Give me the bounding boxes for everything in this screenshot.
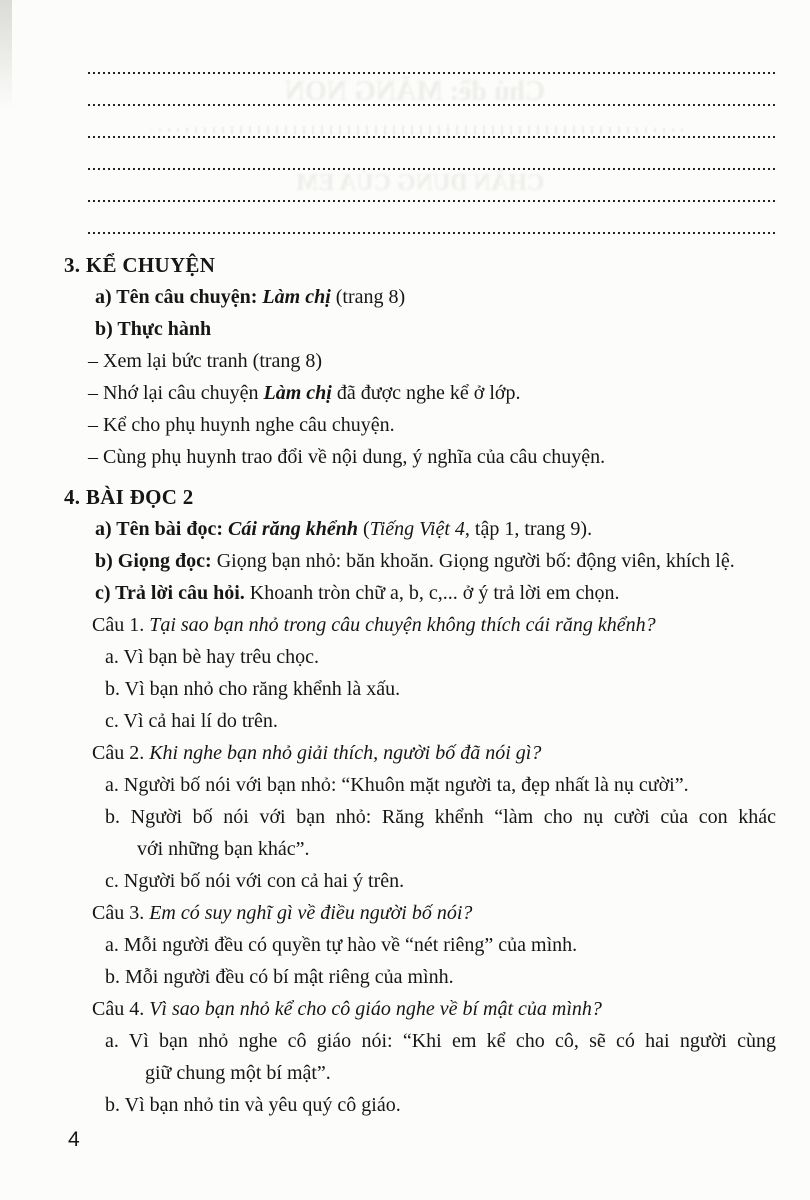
text-segment: Làm chị <box>263 382 332 404</box>
section-heading-bai-doc-2 <box>64 481 776 513</box>
text-segment: (trang 8) <box>330 286 406 308</box>
reading-title-line <box>95 513 776 545</box>
writing-lines <box>88 42 776 234</box>
text-segment: ( <box>358 518 370 540</box>
question-2 <box>92 737 776 769</box>
text-segment: Giọng bạn nhỏ: băn khoăn. Giọng người bố: động viên, khích lệ. <box>216 550 735 572</box>
text-segment: Em có suy nghĩ gì về điều người bố nói? <box>149 902 473 924</box>
text-segment: a. Người bố nói với bạn nhỏ: “Khuôn mặt người ta, đẹp nhất là nụ cười”. <box>105 774 689 796</box>
practice-step-3 <box>88 409 776 441</box>
question-4 <box>92 993 776 1025</box>
dotted-writing-line <box>88 74 776 106</box>
practice-label <box>95 313 776 345</box>
text-segment: Vì sao bạn nhỏ kể cho cô giáo nghe về bí mật của mình? <box>149 998 602 1020</box>
text-segment: Khoanh tròn chữ a, b, c,... ở ý trả lời em chọn. <box>249 582 620 604</box>
text-segment: Câu 2. <box>92 742 150 764</box>
question-1 <box>92 609 776 641</box>
question-1-option-a <box>105 641 776 673</box>
text-segment: Khi nghe bạn nhỏ giải thích, người bố đã nói gì? <box>149 742 542 764</box>
text-segment: b) Thực hành <box>95 318 212 340</box>
text-segment: a. Vì bạn bè hay trêu chọc. <box>105 646 319 668</box>
text-segment: Tại sao bạn nhỏ trong câu chuyện không thích cái răng khểnh? <box>149 614 656 636</box>
text-segment: a. Mỗi người đều có quyền tự hào về “nét riêng” của mình. <box>105 934 578 956</box>
dotted-writing-line <box>88 42 776 74</box>
question-4-option-b <box>105 1089 776 1121</box>
text-segment: 4. BÀI ĐỌC 2 <box>64 485 194 509</box>
page-number: 4 <box>68 1128 80 1151</box>
text-segment: Làm chị <box>262 286 331 308</box>
reading-voice-line <box>95 545 776 577</box>
text-segment: Câu 3. <box>92 902 150 924</box>
dotted-writing-line <box>88 138 776 170</box>
text-segment: đã được nghe kể ở lớp. <box>331 382 521 404</box>
text-segment: b. Người bố nói với bạn nhỏ: Răng khểnh “làm cho nụ cười của con khác <box>105 806 776 828</box>
text-segment: giữ chung một bí mật”. <box>145 1062 331 1084</box>
text-segment: với những bạn khác”. <box>137 838 310 860</box>
text-segment: b. Mỗi người đều có bí mật riêng của mình. <box>105 966 454 988</box>
text-segment: Tiếng Việt 4 <box>369 518 465 540</box>
practice-step-4 <box>88 441 776 473</box>
text-segment: – Xem lại bức tranh (trang 8) <box>88 350 323 372</box>
text-segment: a) Tên bài đọc: <box>95 518 228 540</box>
text-segment: Câu 1. <box>92 614 150 636</box>
question-2-option-b-continued <box>137 833 776 865</box>
text-segment: b. Vì bạn nhỏ tin và yêu quý cô giáo. <box>105 1094 401 1116</box>
dotted-writing-line <box>88 202 776 234</box>
practice-step-1 <box>88 345 776 377</box>
text-segment: b. Vì bạn nhỏ cho răng khểnh là xấu. <box>105 678 401 700</box>
story-title-line <box>95 281 776 313</box>
text-segment: Cái răng khểnh <box>227 518 359 540</box>
practice-step-2 <box>88 377 776 409</box>
question-3 <box>92 897 776 929</box>
document-body <box>64 241 776 1121</box>
question-2-option-b <box>105 801 776 833</box>
dotted-writing-line <box>88 170 776 202</box>
question-2-option-c <box>105 865 776 897</box>
question-2-option-a <box>105 769 776 801</box>
question-3-option-b <box>105 961 776 993</box>
text-segment: Câu 4. <box>92 998 150 1020</box>
text-segment: – Nhớ lại câu chuyện <box>88 382 264 404</box>
dotted-writing-line <box>88 106 776 138</box>
question-1-option-b <box>105 673 776 705</box>
text-segment: c) Trả lời câu hỏi. <box>95 582 250 604</box>
text-segment: b) Giọng đọc: <box>95 550 217 572</box>
text-segment: a) Tên câu chuyện: <box>95 286 263 308</box>
scan-edge-shadow <box>0 0 12 110</box>
text-segment: – Kể cho phụ huynh nghe câu chuyện. <box>88 414 395 436</box>
question-4-option-a-continued <box>145 1057 776 1089</box>
answer-instruction-line <box>95 577 776 609</box>
section-heading-ke-chuyen <box>64 249 776 281</box>
text-segment: a. Vì bạn nhỏ nghe cô giáo nói: “Khi em kể cho cô, sẽ có hai người cùng <box>105 1030 776 1052</box>
text-segment: – Cùng phụ huynh trao đổi về nội dung, ý nghĩa của câu chuyện. <box>88 446 606 468</box>
question-3-option-a <box>105 929 776 961</box>
question-1-option-c <box>105 705 776 737</box>
text-segment: c. Người bố nói với con cả hai ý trên. <box>105 870 405 892</box>
text-segment: 3. KỂ CHUYỆN <box>64 253 216 277</box>
question-4-option-a <box>105 1025 776 1057</box>
text-segment: c. Vì cả hai lí do trên. <box>105 710 278 732</box>
text-segment: , tập 1, trang 9). <box>464 518 593 540</box>
